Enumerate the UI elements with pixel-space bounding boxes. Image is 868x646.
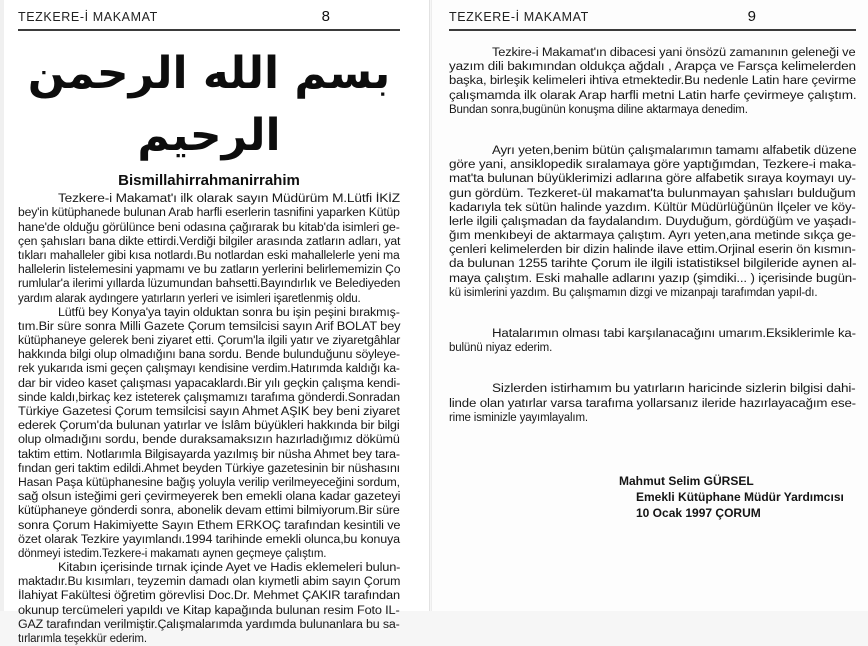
text-line: maya çalıştım. Eski mahalle adlarını yazıp (şimdiki... ) içerisinde bugün- — [449, 272, 857, 285]
text-line: yazım dili bakımından oldukça ağdalı , Arapça ve Farsça kelimelerden — [449, 61, 856, 74]
text-line: kü isimlerini yazdım. Bu çalışmamın dizgi ve mizanpajı tarafımdan yapıl-dı. — [449, 286, 818, 299]
text-line: ğım menkıbeyi de aktarmaya çalıştım. Ayrı yeten,ana metinde sıkça ge- — [449, 230, 856, 243]
text-line: Ayrı yeten,benim bütün çalışmalarımın tamamı alfabetik düzene — [492, 144, 857, 157]
text-line: sağ olsun isteğimi geri çevirmeyerek ben emekli olana kadar gazeteyi — [18, 491, 401, 504]
text-line: sonra Çorum Hakimiyette Sayın Ethem ERKOÇ tarafından kesintili ve — [18, 519, 401, 532]
text-line: tıkları mahalleler gibi kısa notlardı.Bu notlardan eski mahallelerle yeni ma — [18, 249, 400, 262]
text-line: bulünü niyaz ederim. — [449, 342, 553, 355]
left-page-header — [18, 8, 400, 25]
text-line: GAZ tarafından verilmiştir.Çalışmalarımda yardımda bulunanlara bu sa- — [18, 618, 400, 631]
text-line: maktadır.Bu kısımları, teyzemin damadı olan kıymetli abim sayın Çorum — [18, 576, 401, 589]
text-line: da bulunan 1255 tarihte Çorum ile ilgili istatistiksel bilgileride aynen al- — [449, 258, 857, 271]
text-line: olup olmadığını sordu, bende duraksamaksızın hazırladığımız dökümü — [18, 434, 400, 447]
text-line: çalışmamda ilk olarak Arap harfli metni Latin harfe çevirmeye çalıştım. — [449, 89, 857, 102]
right-page — [431, 0, 868, 611]
text-line: tım.Bir süre sonra Milli Gazete Çorum temsilcisi sayın Arif BOLAT bey — [18, 320, 401, 333]
text-line: çen şahısları bana dikte ettirdi.Verdiği bilgiler arasında zatların adları, yat — [18, 235, 401, 248]
header-title: TEZKERE-İ MAKAMAT — [18, 10, 158, 24]
text-line: göre yani, ansiklopedik sıralamaya göre yaptığımdan, Tezkere-i maka- — [449, 159, 856, 172]
left-page-body — [18, 192, 400, 646]
text-line: çenleri kelimelerden bir dizin halinde ilave ettim.Orjinal eserin ön kısmın- — [449, 244, 856, 257]
text-line: gun gördüm. Tezkeret-ül makamat'ta bulunmayan şahısları bulduğum — [449, 187, 856, 200]
text-line: kadarıyla tek sütün halinde yazdım. Kültür Müdürlüğünün İlçeler ve köy- — [449, 201, 856, 214]
left-page — [0, 0, 429, 645]
text-line: Hasan Paşa kütüphanesine bağış yoluyla verilip verilmeyeceğini sordum, — [18, 476, 400, 489]
text-line: fından geri taktim edildi.Ahmet beyden Türkiye gazetesinin bir nüshasını — [18, 462, 400, 475]
text-line: başka, birleşik kelimeleri ihtiva etmektedir.Bu nedenle Latin hare çevirme — [449, 75, 856, 88]
text-line: linde olan yatırlar varsa tarafıma yollarsanız ileride hazırlayacağım ese- — [449, 397, 856, 410]
paragraph — [449, 46, 856, 117]
text-line: kütüphaneye gelerek beni ziyaret etti. Çorum'la ilgili yatır ve ziyaretgâhlar — [18, 335, 401, 348]
page-number: 8 — [321, 8, 330, 25]
text-line: Lütfü bey Konya'ya tayin olduktan sonra bu işin peşini bırakmış- — [58, 306, 400, 319]
header-title: TEZKERE-İ MAKAMAT — [449, 10, 589, 24]
text-line: dönmeyi istedim.Tezkere-i makamatı aynen geçmeye çalıştım. — [18, 547, 327, 560]
text-line: özet olarak Tezkire yayımlandı.1994 tarihinde emekli olunca,bu konuya — [18, 533, 400, 546]
text-line: mat'ta bulunan büyüklerimizi adlarına göre alfabetik sıraya koymayı uy- — [449, 173, 856, 186]
signature-date-place: 10 Ocak 1997 ÇORUM — [636, 505, 761, 520]
text-line: hallelerin listelemesini yapmamı ve bu zatların yerlerini belirlememizin Ço — [18, 264, 401, 277]
text-line: lerle ilgili çalışmadan da faydalandım. Duyduğum, gördüğüm ve yaşadı- — [449, 215, 857, 228]
text-line: Hatalarımın olması tabi karşılanacağını umarım.Eksiklerimle ka- — [492, 328, 856, 340]
header-rule — [449, 29, 856, 31]
text-line: rumlular'a ilerimi yıllarda lüzumundan bahsetti.Bayındırlık ve Belediyeden — [18, 278, 401, 291]
text-line: Bundan sonra,bugünün konuşma diline aktarmaya denedim. — [449, 103, 748, 116]
header-rule — [18, 29, 400, 31]
text-line: Kitabın içerisinde tırnak içinde Ayet ve Hadis eklemeleri bulun- — [58, 562, 401, 575]
page-number: 9 — [747, 8, 756, 25]
text-line: okunup tercümeleri yapıldı ve Kitap kapağında bulunan resim Foto IL- — [18, 604, 400, 617]
paragraph — [18, 192, 400, 306]
paragraph — [449, 144, 856, 300]
text-line: yardım alarak aydıngere yatırların yerleri ve isimleri işaretlenmiş oldu. — [18, 292, 361, 305]
text-line: rek yukarıda ismi geçen çalışmayı kendisine verdim.Hatırımda kaldığı ka- — [18, 363, 400, 376]
paragraph — [449, 382, 856, 425]
text-line: rime isminizle yayımlayalım. — [449, 411, 588, 424]
text-line: Tezkere-i Makamat'ı ilk olarak sayın Müdürüm M.Lütfi İKİZ — [58, 193, 400, 206]
right-page-header — [449, 8, 856, 25]
bismillah-calligraphy: بسم الله الرحمن الرحيم — [27, 48, 391, 161]
paragraph — [18, 306, 400, 561]
right-page-body — [449, 46, 856, 425]
text-line: taktim ettim. Notlarımla Bilgisayarda yazılmış bir nüsha Ahmet bey tara- — [18, 448, 400, 461]
text-line: hane'de olduğu görülünce beni odasına çağırarak bu kitab'da isimleri ge- — [18, 221, 400, 234]
text-line: sinde kaldı,birkaç kez isteterek çalışmamızı tarafıma gönderdi.Sonradan — [18, 391, 400, 404]
signature-name: Mahmut Selim GÜRSEL — [619, 473, 754, 488]
text-line: İlahiyat Fakültesi öğretim görevlisi Doc.Dr. Mehmet ÇAKIR tarafından — [18, 590, 400, 603]
text-line: Türkiye Gazetesi Çorum temsilcisi sayın Ahmet AŞIK bey beni ziyaret — [18, 406, 400, 418]
text-line: kütüphaneye gönderdi sonra, abonelik devam ettimi bilmiyorum.Bir süre — [18, 505, 400, 518]
paragraph — [449, 327, 856, 355]
text-line: hakkında bilgi olup olmadığını bana sordu. Bende bulunduğunu söyleye- — [18, 349, 400, 362]
text-line: bey'in kütüphanede bulunan Arab harfli eserlerin tasnifini yaparken Kütüp — [18, 207, 400, 220]
text-line: dar bir video kaset çalışması yapacaklardı.Bir yılı geçkin çalışma kendi- — [18, 377, 401, 390]
text-line: ederek Çorum'da bulunan yatırlar ve İslâm büyükleri hakkında bir bilgi — [18, 420, 400, 433]
text-line: tırlarımla teşekkür ederim. — [18, 633, 147, 645]
signature-role: Emekli Kütüphane Müdür Yardımcısı — [636, 489, 844, 504]
section-heading: Bismillahirrahmanirrahim — [118, 172, 300, 190]
paragraph — [18, 561, 400, 646]
signature-block — [449, 473, 856, 521]
text-line: Tezkire-i Makamat'ın dibacesi yani önsözü zamanının geleneği ve — [492, 47, 856, 59]
text-line: Sizlerden istirhamım bu yatırların haricinde sizlerin bilgisi dahi- — [492, 383, 856, 396]
